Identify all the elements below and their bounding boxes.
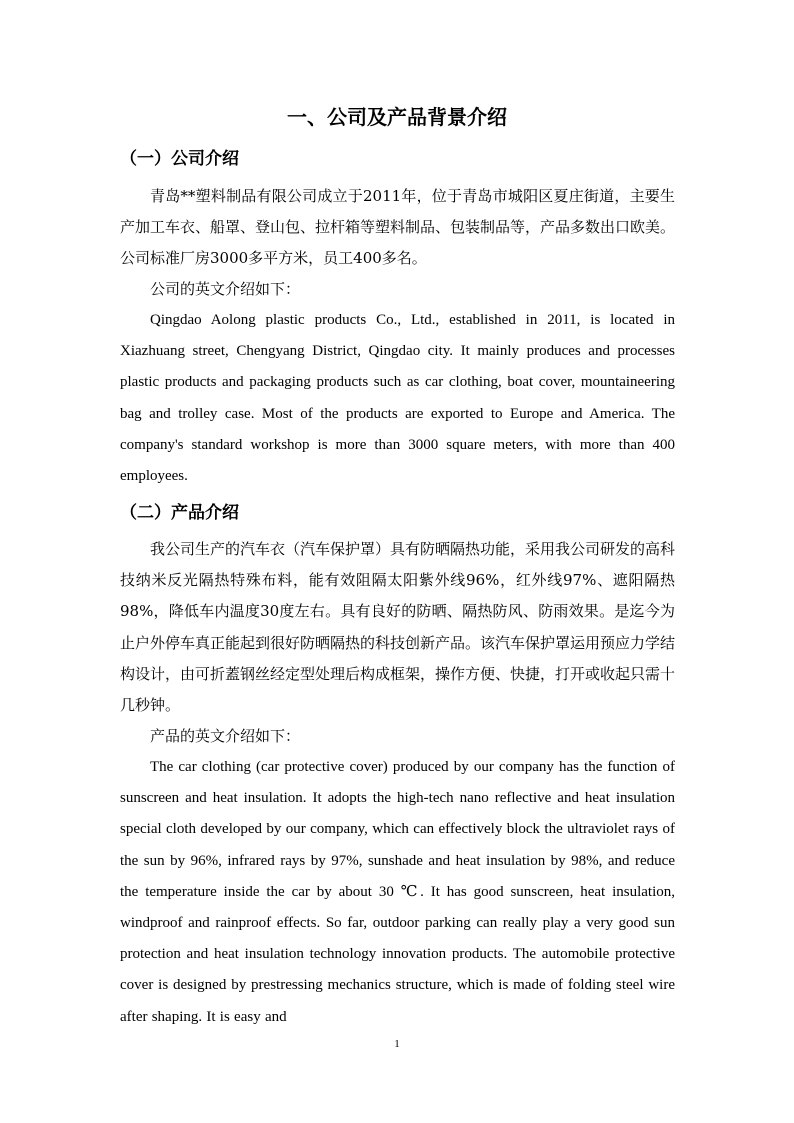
section-heading-product: （二）产品介绍: [120, 503, 239, 523]
page-title: 一、公司及产品背景介绍: [287, 105, 507, 129]
section-heading-company: （一）公司介绍: [120, 149, 239, 169]
product-english-intro-label: 产品的英文介绍如下：: [150, 727, 301, 745]
product-intro-paragraph-en: The car clothing (car protective cover) produced by our company has the function of sunscreen and heat insulation. It adopts the high-tech nano reflective and heat insulation special cloth developed by our company, which can effectively block the ultraviolet rays of the sun by 96%, infrared rays by 97%, sunshade and heat insulation by 98%, and reduce the temperature inside the car by about 30 ℃. It has good sunscreen, heat insulation, windproof and rainproof effects. So far, outdoor parking can really play a very good sun protection and heat insulation technology innovation products. The automobile protective cover is designed by prestressing mechanics structure, which is made of folding steel wire after shaping. It is easy and: [120, 759, 675, 1025]
company-english-intro-label: 公司的英文介绍如下：: [150, 280, 301, 298]
product-intro-paragraph-cn: 我公司生产的汽车衣（汽车保护罩）具有防晒隔热功能，采用我公司研发的高科技纳米反光隔热特殊布料，能有效阻隔太阳紫外线96%，红外线97%、遮阳隔热98%，降低车内温度30度左右。具有良好的防晒、隔热防风、防雨效果。是迄今为止户外停车真正能起到很好防晒隔热的科技创新产品。该汽车保护罩运用预应力学结构设计，由可折蓋钢丝经定型处理后构成框架，操作方便、快捷，打开或收起只需十几秒钟。: [120, 540, 676, 715]
page-number: 1: [394, 1038, 400, 1050]
company-intro-paragraph-cn: 青岛**塑料制品有限公司成立于2011年，位于青岛市城阳区夏庄街道，主要生产加工车衣、船罩、登山包、拉杆箱等塑料制品、包装制品等，产品多数出口欧美。公司标准厂房3000多平方米，员工400多名。: [120, 187, 676, 268]
company-intro-paragraph-en: Qingdao Aolong plastic products Co., Ltd., established in 2011, is located in Xiazhuang street, Chengyang District, Qingdao city. It mainly produces and processes plastic products and packaging products such as car clothing, boat cover, mountaineering bag and trolley case. Most of the products are exported to Europe and America. The company's standard workshop is more than 3000 square meters, with more than 400 employees.: [120, 312, 675, 485]
